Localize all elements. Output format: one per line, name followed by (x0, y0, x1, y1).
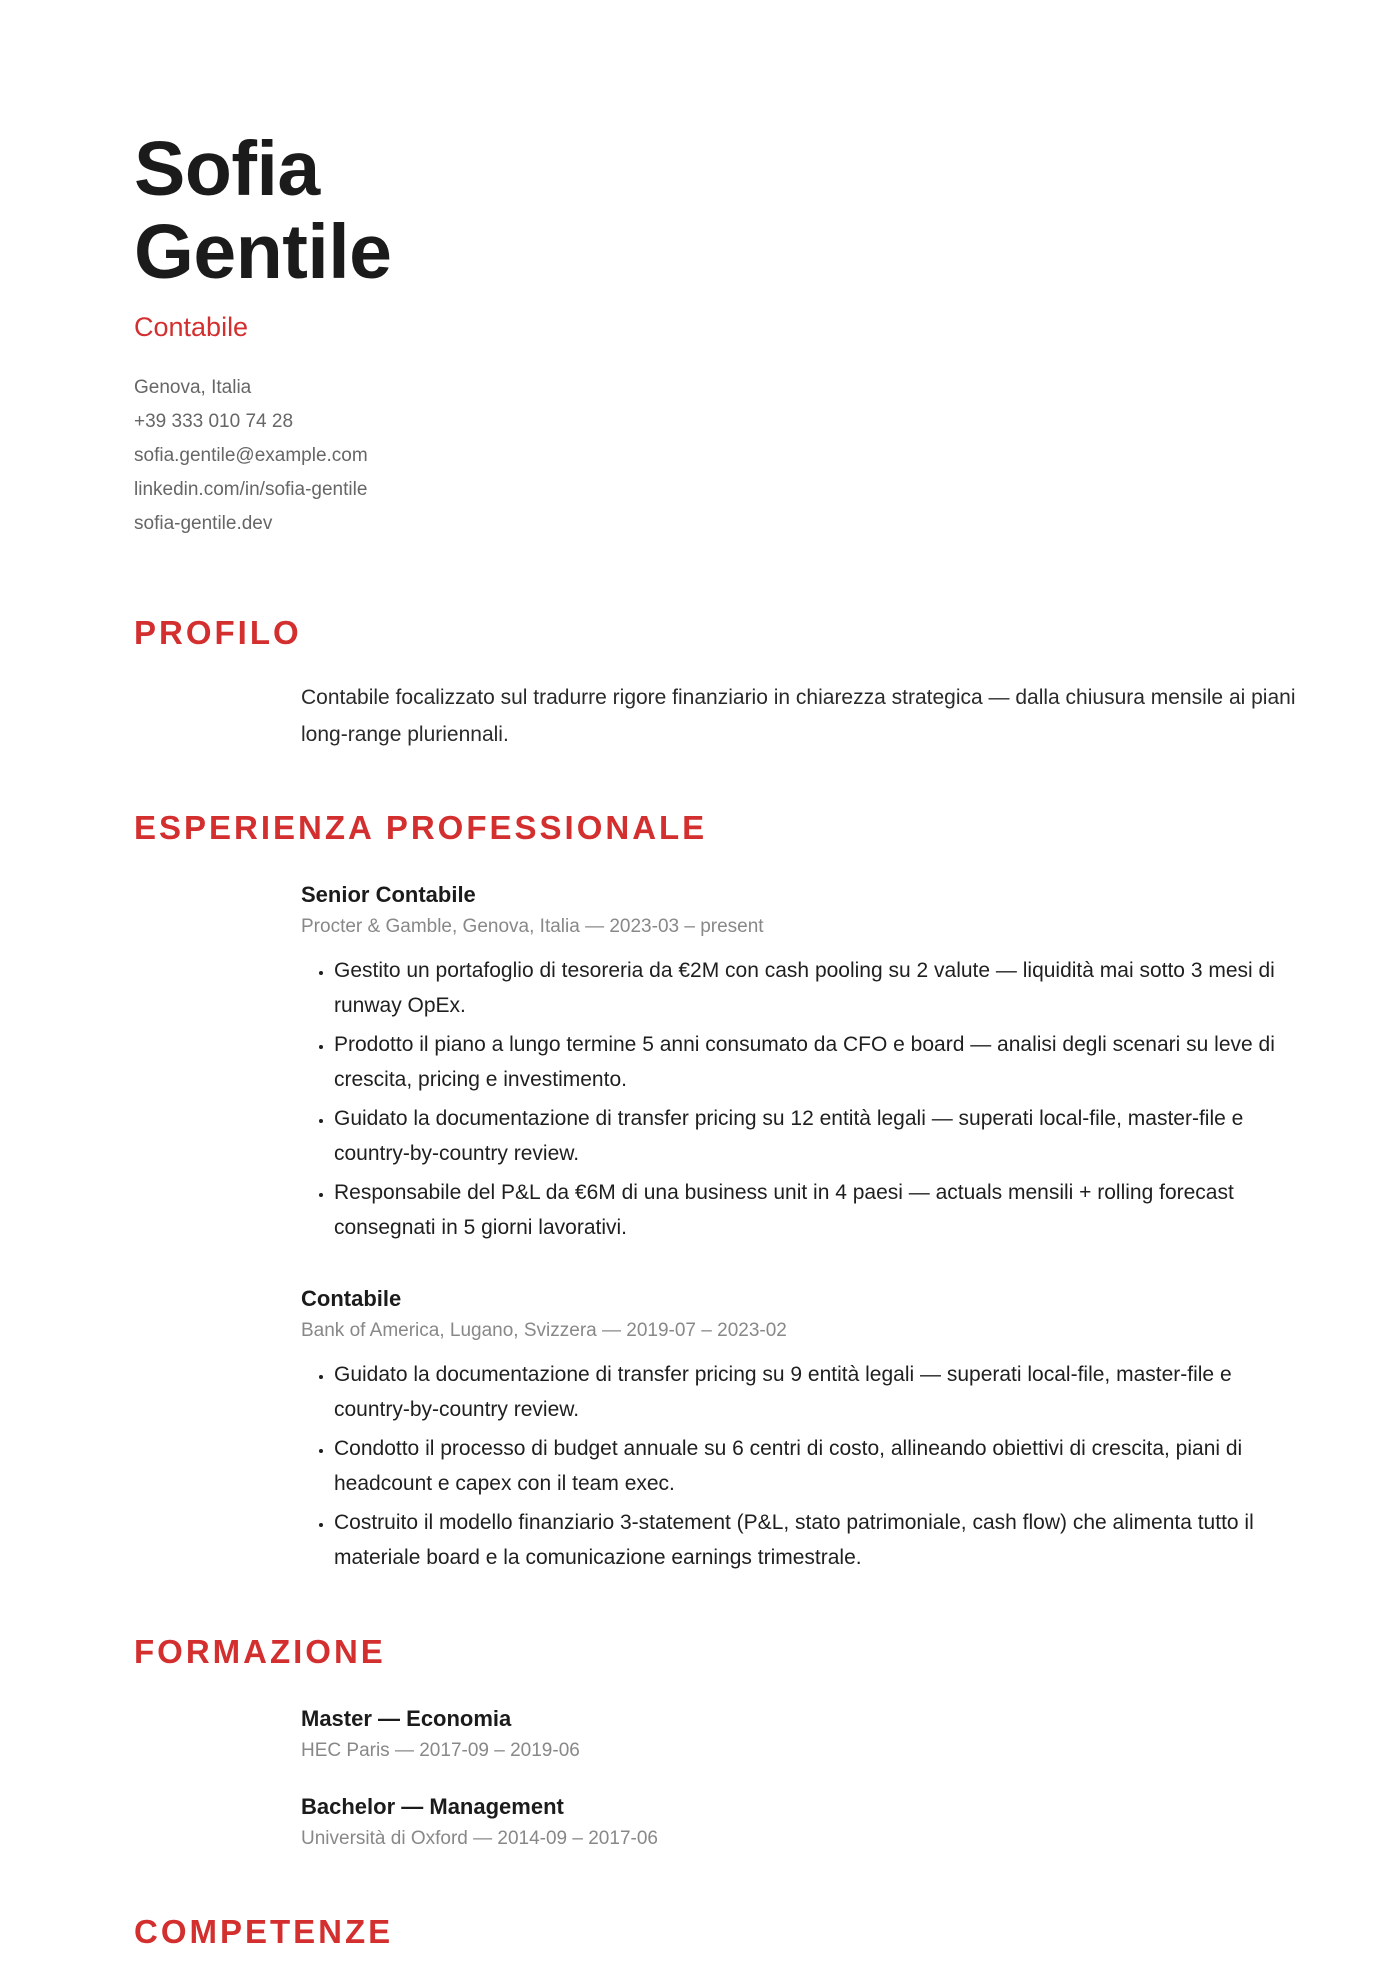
job-bullets (301, 1357, 1301, 1575)
contact-phone: +39 333 010 74 28 (134, 411, 294, 432)
job-bullet: • Guidato la documentazione di transfer pricing su 9 entità legali — superati local-file, master-file e country-by-country review. (334, 1357, 1301, 1427)
degree-title: Bachelor — Management (301, 1794, 564, 1819)
job-meta: Procter & Gamble, Genova, Italia — 2023-03 – present (301, 916, 764, 937)
job-entry (301, 1283, 1301, 1575)
contact-email[interactable]: sofia.gentile@example.com (134, 445, 368, 466)
job-bullet: • Gestito un portafoglio di tesoreria da €2M con cash pooling su 2 valute — liquidità mai sotto 3 mesi di runway OpEx. (334, 953, 1301, 1023)
job-bullets (301, 953, 1301, 1245)
contact-list (134, 371, 1400, 541)
job-bullet: • Guidato la documentazione di transfer pricing su 12 entità legali — superati local-file, master-file e country-by-country review. (334, 1101, 1301, 1171)
contact-linkedin[interactable]: linkedin.com/in/sofia-gentile (134, 479, 368, 500)
section-title-skills: COMPETENZE (134, 1913, 394, 1950)
job-title: Senior Contabile (301, 882, 476, 907)
profile-summary: Contabile focalizzato sul tradurre rigore finanziario in chiarezza strategica — dalla chiusura mensile ai piani long-range pluriennali. (301, 686, 1296, 746)
education-section (134, 1633, 1400, 1855)
skills-section (134, 1913, 1400, 1951)
job-meta: Bank of America, Lugano, Svizzera — 2019-07 – 2023-02 (301, 1320, 787, 1341)
contact-website[interactable]: sofia-gentile.dev (134, 513, 273, 534)
degree-title: Master — Economia (301, 1706, 512, 1731)
section-title-profile: PROFILO (134, 614, 302, 651)
job-bullet: • Condotto il processo di budget annuale su 6 centri di costo, allineando obiettivi di crescita, piani di headcount e capex con il team exec. (334, 1431, 1301, 1501)
contact-location: Genova, Italia (134, 377, 252, 398)
degree-meta: Università di Oxford — 2014-09 – 2017-06 (301, 1828, 658, 1849)
job-entry (301, 879, 1301, 1245)
job-title: Contabile (301, 1286, 402, 1311)
experience-section (134, 809, 1400, 1575)
last-name: Gentile (134, 209, 392, 295)
job-bullet: • Prodotto il piano a lungo termine 5 anni consumato da CFO e board — analisi degli scenari su leve di crescita, pricing e investimento. (334, 1027, 1301, 1097)
job-role: Contabile (134, 312, 249, 342)
education-entry (301, 1703, 1301, 1767)
profile-section (134, 614, 1400, 753)
candidate-name (134, 128, 1400, 294)
section-title-education: FORMAZIONE (134, 1633, 386, 1670)
section-title-experience: ESPERIENZA PROFESSIONALE (134, 809, 708, 846)
degree-meta: HEC Paris — 2017-09 – 2019-06 (301, 1740, 580, 1761)
resume-header (134, 128, 1400, 541)
education-entry (301, 1791, 1301, 1855)
first-name: Sofia (134, 126, 320, 212)
job-bullet: • Responsabile del P&L da €6M di una business unit in 4 paesi — actuals mensili + rolling forecast consegnati in 5 giorni lavorativi. (334, 1175, 1301, 1245)
job-bullet: • Costruito il modello finanziario 3-statement (P&L, stato patrimoniale, cash flow) che alimenta tutto il materiale board e la comunicazione earnings trimestrale. (334, 1505, 1301, 1575)
